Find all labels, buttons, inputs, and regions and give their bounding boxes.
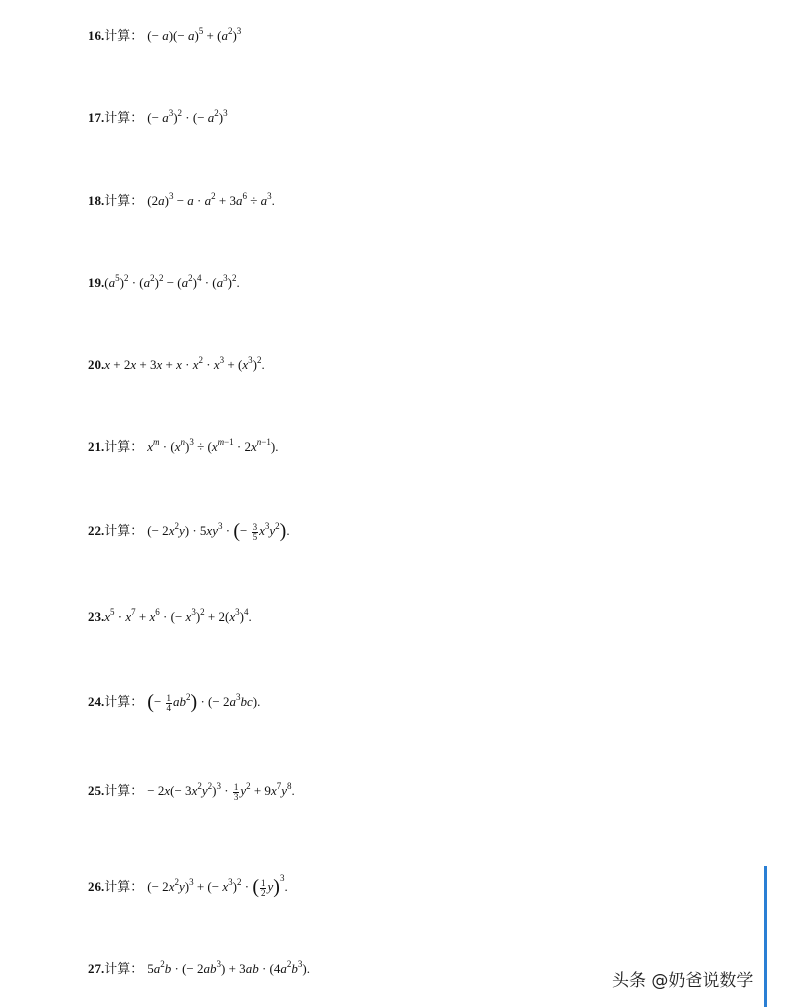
problem-expression: (− $2x^2y) \cdot 5xy^3$ · (− $\frac{3}{5}$ $x^3y^2$). bbox=[147, 520, 290, 542]
scrollbar[interactable] bbox=[764, 866, 767, 1007]
problem-label: 计算： bbox=[104, 694, 144, 709]
problem-19 bbox=[88, 269, 240, 292]
problem-expression: $x + 2x + 3x + x \cdot x^2 \cdot x^3 + (x^3)^2$. bbox=[104, 355, 265, 372]
problem-expression: $5a^2b$ · (− $2ab^3) + 3ab \cdot (4a^2b^3)$. bbox=[147, 959, 310, 976]
problem-number: 25. bbox=[88, 783, 105, 798]
problem-number: 20. bbox=[88, 357, 105, 372]
problem-expression: (− $\frac{1}{4}$ $ab^2$) · (− $2a^3bc$). bbox=[147, 691, 261, 713]
problem-number: 18. bbox=[88, 193, 105, 208]
problem-label: 计算： bbox=[104, 193, 144, 208]
problem-expression: (− $a)(- a)^5 + (a^2)^3$ bbox=[147, 26, 242, 43]
problem-number: 24. bbox=[88, 694, 105, 709]
problem-expression: − $2x(- 3x^2y^2)^3$ · $\frac{1}{3}$ $y^2 + 9x^7y^8$. bbox=[147, 781, 295, 802]
problem-number: 17. bbox=[88, 110, 105, 125]
problem-expression: $x^m \cdot (x^n)^3 \div (x^{m-1} \cdot 2x^{n-1})$. bbox=[147, 437, 279, 454]
problem-expression: $(a^5)^2 \cdot (a^2)^2 - (a^2)^4 \cdot (a^3)^2$. bbox=[104, 273, 240, 290]
problem-25 bbox=[88, 777, 295, 802]
problem-number: 16. bbox=[88, 28, 105, 43]
problem-label: 计算： bbox=[104, 28, 144, 43]
problem-18 bbox=[88, 187, 275, 210]
problem-27 bbox=[88, 955, 310, 978]
problem-number: 21. bbox=[88, 439, 105, 454]
problem-expression: (− $a^3)^2$ · (− $a^2)^3$ bbox=[147, 108, 228, 125]
problem-label: 计算： bbox=[104, 961, 144, 976]
problem-number: 26. bbox=[88, 879, 105, 894]
problem-label: 计算： bbox=[104, 439, 144, 454]
problem-24 bbox=[88, 688, 260, 713]
problem-expression: $x^5 \cdot x^7 + x^6$ · (− $x^3)^2 + 2(x^3)^4$. bbox=[104, 607, 252, 624]
problem-expression: $(2a)^3 - a \cdot a^2 + 3a^6 \div a^3$. bbox=[147, 191, 275, 208]
problem-26 bbox=[88, 869, 288, 898]
problem-label: 计算： bbox=[104, 110, 144, 125]
problem-number: 22. bbox=[88, 523, 105, 538]
problem-21 bbox=[88, 433, 278, 456]
problem-label: 计算： bbox=[104, 879, 144, 894]
problem-number: 19. bbox=[88, 275, 105, 290]
problem-22 bbox=[88, 517, 290, 542]
watermark: 头条 @奶爸说数学 bbox=[612, 971, 754, 991]
problem-17 bbox=[88, 104, 228, 127]
problem-expression: (− $2x^2y)^3$ + (− $x^3)^2$ · ( $\frac{1}{2}$ y)$^3$. bbox=[147, 873, 288, 898]
problem-20 bbox=[88, 351, 265, 374]
problem-23 bbox=[88, 603, 252, 626]
problem-16 bbox=[88, 22, 241, 45]
problem-label: 计算： bbox=[104, 783, 144, 798]
problem-label: 计算： bbox=[104, 523, 144, 538]
problem-number: 27. bbox=[88, 961, 105, 976]
problem-number: 23. bbox=[88, 609, 105, 624]
